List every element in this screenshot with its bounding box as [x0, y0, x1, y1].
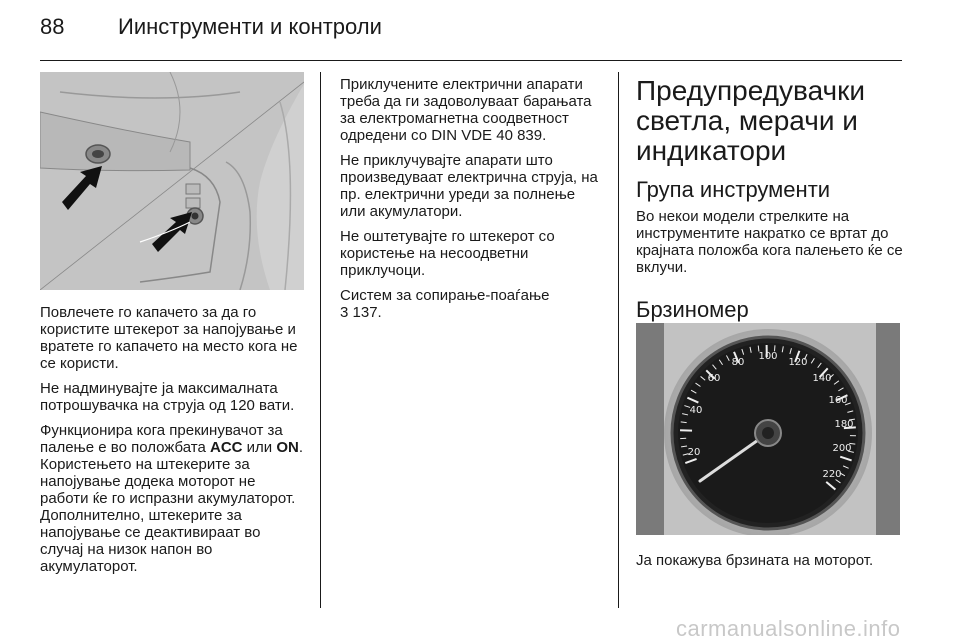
- speed-label-20: 20: [687, 447, 701, 458]
- speed-label-160: 160: [828, 395, 848, 406]
- speed-label-120: 120: [788, 357, 808, 368]
- column-right: [636, 76, 906, 322]
- power-outlet-illustration: [40, 72, 304, 290]
- speed-label-40: 40: [689, 405, 703, 416]
- speed-label-220: 220: [822, 469, 842, 480]
- speed-label-180: 180: [834, 419, 854, 430]
- paragraph-emc: Приклучените електрични апарати треба да ги задоволуваат барањата за електромагнетна соодветност одредени со DIN VDE 40 839.: [340, 76, 592, 144]
- text: Систем за сопирање-поаѓање: [340, 287, 550, 304]
- paragraph-instrument-sweep: Во некои модели стрелките на инструментите накратко се вртат до крајната положба кога палењето ќе се вклучи.: [636, 208, 903, 276]
- paragraph-ignition: [40, 422, 306, 575]
- text: Функционира кога прекинувачот за палење е во положбата: [40, 422, 283, 456]
- text: или: [242, 439, 277, 456]
- column-middle: [340, 76, 602, 329]
- header-rule: [40, 60, 902, 61]
- speed-label-80: 80: [731, 357, 745, 368]
- watermark: carmanualsonline.info: [676, 616, 901, 641]
- paragraph-max-power: Не надминувајте ја максималната потрошувачка на струја од 120 вати.: [40, 380, 295, 414]
- speedometer-illustration: [636, 323, 900, 535]
- subsection-heading: Група инструменти: [636, 177, 831, 202]
- page-reference-link[interactable]: 3 137.: [340, 304, 382, 321]
- paragraph-no-damage: Не оштетувајте го штекерот со користење на несоодветни приклучоци.: [340, 228, 555, 279]
- speed-label-200: 200: [832, 443, 852, 454]
- column-left: [40, 304, 306, 583]
- speedometer-heading: Брзиномер: [636, 297, 749, 322]
- page-number: 88: [40, 14, 65, 39]
- on-position: ON: [276, 439, 299, 456]
- paragraph-no-generators: Не приклучувајте апарати што произведуваат електрична струја, на пр. електрични уреди за полнење или акумулатори.: [340, 152, 598, 220]
- speedometer-caption: Ја покажува брзината на моторот.: [636, 552, 874, 569]
- speed-label-60: 60: [707, 373, 721, 384]
- text: . Користењето на штекерите за напојување додека моторот не работи ќе го испразни акумулаторот. Дополнително, штекерите за напојување се деактивираат во случај на низок напон во акумулаторот.: [40, 439, 304, 575]
- acc-position: ACC: [209, 439, 243, 456]
- speed-label-140: 140: [812, 373, 832, 384]
- chapter-title: Иинструменти и контроли: [118, 14, 382, 39]
- speed-label-100: 100: [758, 351, 778, 362]
- column-divider: [320, 72, 321, 608]
- paragraph-outlet-usage: Повлечете го капачето за да го користите штекерот за напојување и вратете го капачето на место кога не се користи.: [40, 304, 298, 372]
- column-divider: [618, 72, 619, 608]
- paragraph-stop-start: [340, 287, 602, 321]
- section-heading: Предупредувачки светла, мерачи и индикатори: [636, 75, 866, 166]
